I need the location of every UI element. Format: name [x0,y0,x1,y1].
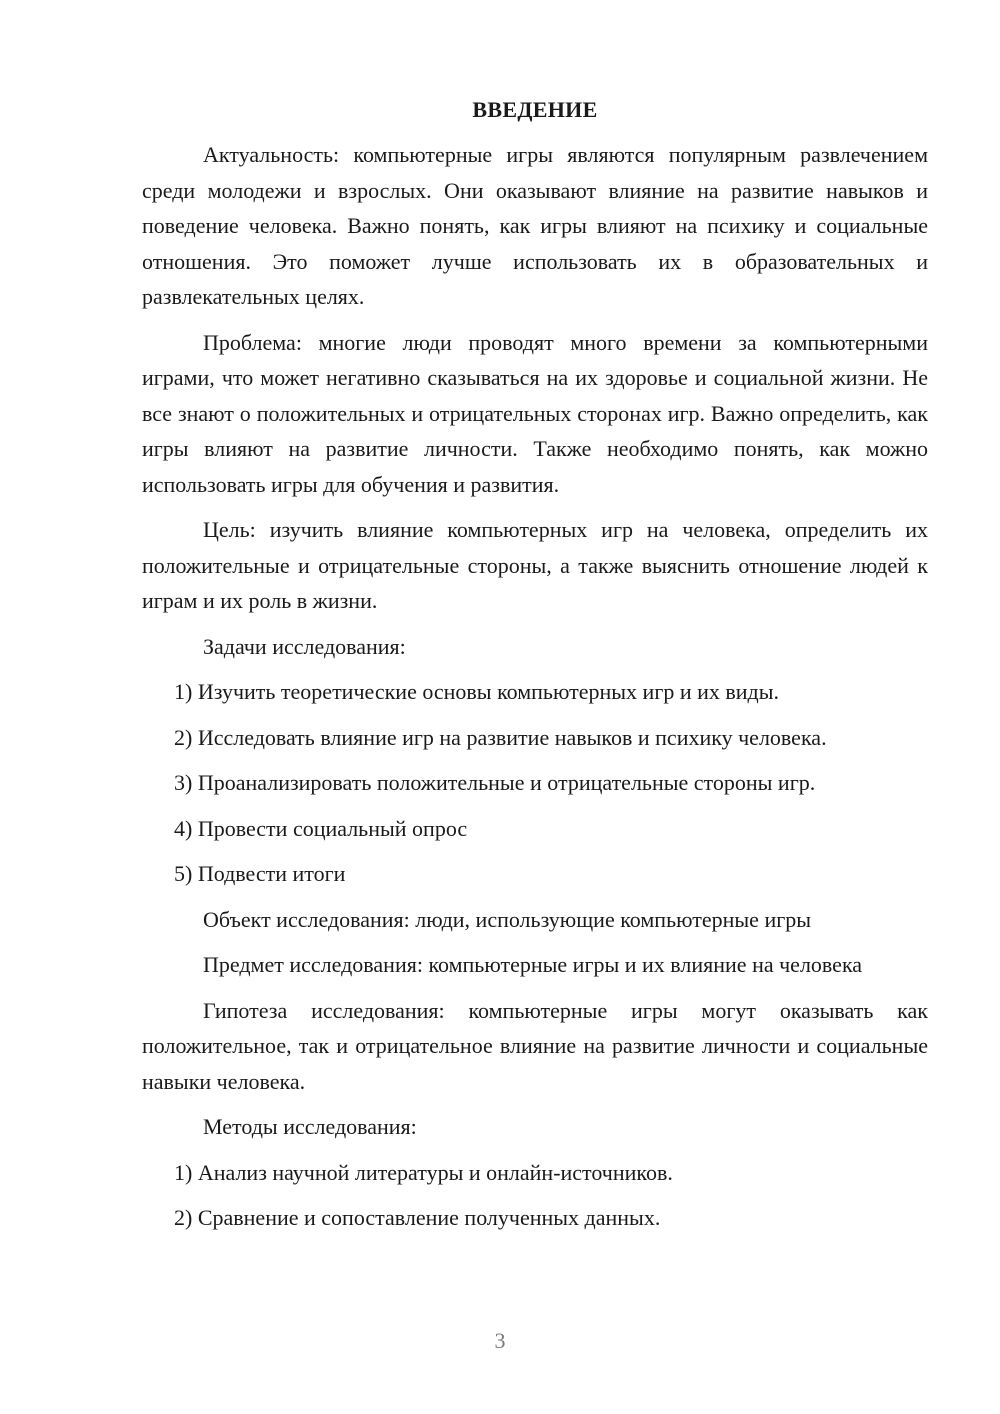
task-item: 5) Подвести итоги [174,861,346,886]
method-item: 2) Сравнение и сопоставление полученных данных. [174,1205,661,1230]
methods-heading: Методы исследования: [203,1114,417,1139]
section-title: ВВЕДЕНИЕ [472,97,598,122]
page-number: 3 [494,1328,506,1353]
task-item: 3) Проанализировать положительные и отрицательные стороны игр. [174,770,816,795]
paragraph-problem: Проблема: многие люди проводят много времени за компьютерными играми, что может негативно сказываться на их здоровье и социальной жизни. Не все знают о положительных и отрицательных сторонах игр. Важно определить, как игры влияют на развитие личности. Также необходимо понять, как можно использовать игры для обучения и развития. [142,329,928,497]
document-page [142,92,928,1236]
paragraph-relevance: Актуальность: компьютерные игры являются популярным развлечением среди молодежи и взрослых. Они оказывают влияние на развитие навыков и поведение человека. Важно понять, как игры влияют на психику и социальные отношения. Это поможет лучше использовать их в образовательных и развлекательных целях. [142,142,928,309]
paragraph-subject: Предмет исследования: компьютерные игры и их влияние на человека [203,952,863,977]
paragraph-object: Объект исследования: люди, использующие компьютерные игры [203,906,812,932]
task-item: 1) Изучить теоретические основы компьютерных игр и их виды. [174,679,780,704]
task-item: 2) Исследовать влияние игр на развитие навыков и психику человека. [174,724,827,750]
task-item: 4) Провести социальный опрос [174,815,468,841]
paragraph-goal: Цель: изучить влияние компьютерных игр на человека, определить их положительные и отрицательные стороны, а также выяснить отношение людей к играм и их роль в жизни. [142,517,928,613]
tasks-heading: Задачи исследования: [203,633,406,659]
method-item: 1) Анализ научной литературы и онлайн-источников. [174,1159,673,1185]
paragraph-hypothesis: Гипотеза исследования: компьютерные игры могут оказывать как положительное, так и отрицательное влияние на развитие личности и социальные навыки человека. [142,997,928,1094]
